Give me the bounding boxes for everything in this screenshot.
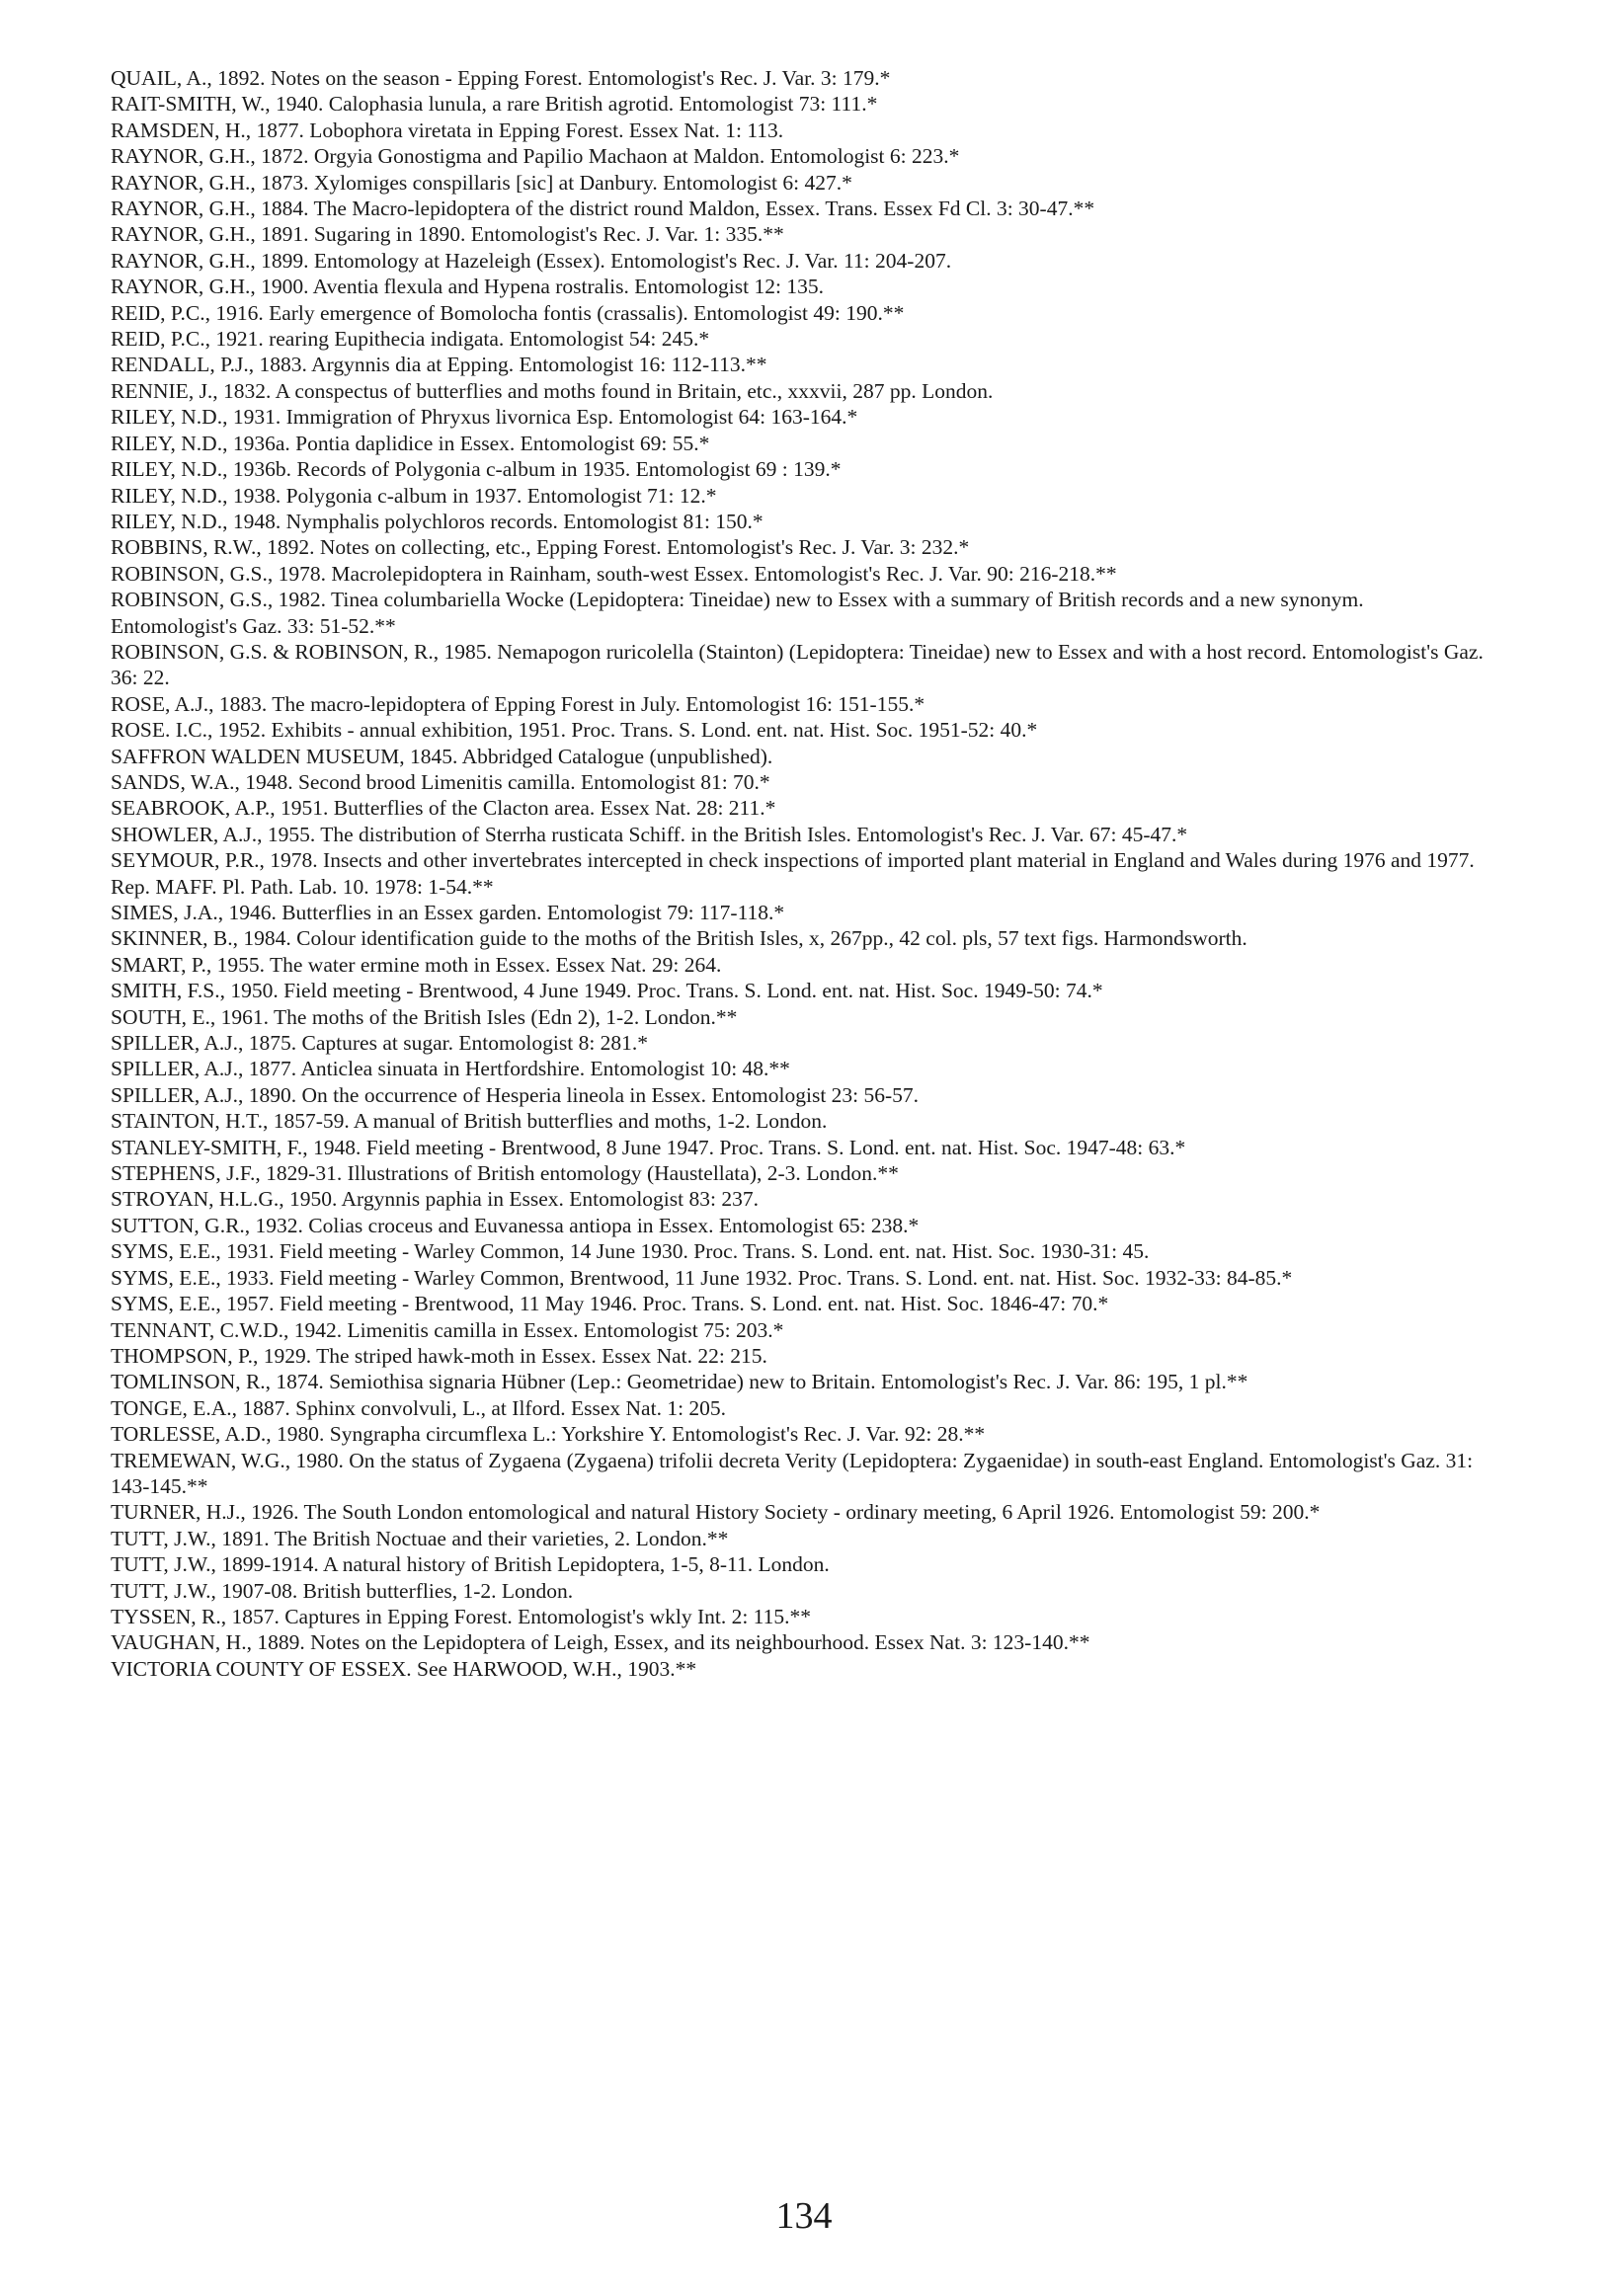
reference-entry: TORLESSE, A.D., 1980. Syngrapha circumflexa L.: Yorkshire Y. Entomologist's Rec. J. Var. 92: 28.** bbox=[111, 1422, 986, 1447]
reference-entry: RILEY, N.D., 1931. Immigration of Phryxus livornica Esp. Entomologist 64: 163-164.* bbox=[111, 405, 858, 430]
reference-entry: SPILLER, A.J., 1875. Captures at sugar. Entomologist 8: 281.* bbox=[111, 1031, 649, 1056]
reference-entry: SHOWLER, A.J., 1955. The distribution of Sterrha rusticata Schiff. in the British Isles. Entomologist's Rec. J. Var. 67: 45-47.* bbox=[111, 822, 1188, 846]
reference-entry: SMITH, F.S., 1950. Field meeting - Brentwood, 4 June 1949. Proc. Trans. S. Lond. ent. nat. Hist. Soc. 1949-50: 74.* bbox=[111, 979, 1103, 1003]
reference-entry: SYMS, E.E., 1957. Field meeting - Brentwood, 11 May 1946. Proc. Trans. S. Lond. ent. nat. Hist. Soc. 1846-47: 70.* bbox=[111, 1292, 1109, 1316]
reference-entry: SYMS, E.E., 1931. Field meeting - Warley Common, 14 June 1930. Proc. Trans. S. Lond. ent. nat. Hist. Soc. 1930-31: 45. bbox=[111, 1239, 1150, 1264]
reference-entry: SANDS, W.A., 1948. Second brood Limenitis camilla. Entomologist 81: 70.* bbox=[111, 769, 770, 794]
reference-entry: TREMEWAN, W.G., 1980. On the status of Zygaena (Zygaena) trifolii decreta Verity (Lepidoptera: Zygaenidae) in south-east England. Entomologist's Gaz. 31: 143-145.** bbox=[111, 1448, 1474, 1498]
reference-entry: SOUTH, E., 1961. The moths of the British Isles (Edn 2), 1-2. London.** bbox=[111, 1004, 738, 1029]
reference-entry: VAUGHAN, H., 1889. Notes on the Lepidoptera of Leigh, Essex, and its neighbourhood. Essex Nat. 3: 123-140.** bbox=[111, 1630, 1090, 1655]
reference-entry: RAYNOR, G.H., 1899. Entomology at Hazeleigh (Essex). Entomologist's Rec. J. Var. 11: 204-207. bbox=[111, 248, 952, 273]
reference-entry: RAYNOR, G.H., 1900. Aventia flexula and Hypena rostralis. Entomologist 12: 135. bbox=[111, 275, 824, 299]
reference-entry: RILEY, N.D., 1936a. Pontia daplidice in Essex. Entomologist 69: 55.* bbox=[111, 431, 710, 455]
reference-entry: RAYNOR, G.H., 1884. The Macro-lepidoptera of the district round Maldon, Essex. Trans. Essex Fd Cl. 3: 30-47.** bbox=[111, 197, 1095, 221]
reference-list bbox=[111, 65, 1491, 1682]
reference-entry: RENNIE, J., 1832. A conspectus of butterflies and moths found in Britain, etc., xxxvii, 287 pp. London. bbox=[111, 378, 994, 403]
reference-entry: ROBINSON, G.S., 1982. Tinea columbariella Wocke (Lepidoptera: Tineidae) new to Essex with a summary of British records and a new synonym. Entomologist's Gaz. 33: 51-52.** bbox=[111, 588, 1364, 638]
reference-entry: SPILLER, A.J., 1877. Anticlea sinuata in Hertfordshire. Entomologist 10: 48.** bbox=[111, 1057, 790, 1081]
reference-entry: TONGE, E.A., 1887. Sphinx convolvuli, L., at Ilford. Essex Nat. 1: 205. bbox=[111, 1395, 727, 1420]
reference-entry: ROSE, A.J., 1883. The macro-lepidoptera of Epping Forest in July. Entomologist 16: 151-155.* bbox=[111, 691, 925, 716]
reference-entry: SMART, P., 1955. The water ermine moth in Essex. Essex Nat. 29: 264. bbox=[111, 952, 722, 977]
reference-entry: ROSE. I.C., 1952. Exhibits - annual exhibition, 1951. Proc. Trans. S. Lond. ent. nat. Hist. Soc. 1951-52: 40.* bbox=[111, 718, 1038, 743]
reference-entry: TUTT, J.W., 1907-08. British butterflies, 1-2. London. bbox=[111, 1578, 574, 1603]
reference-entry: RILEY, N.D., 1938. Polygonia c-album in 1937. Entomologist 71: 12.* bbox=[111, 483, 717, 508]
reference-entry: REID, P.C., 1921. rearing Eupithecia indigata. Entomologist 54: 245.* bbox=[111, 327, 710, 352]
reference-entry: SIMES, J.A., 1946. Butterflies in an Essex garden. Entomologist 79: 117-118.* bbox=[111, 901, 785, 924]
reference-entry: STAINTON, H.T., 1857-59. A manual of British butterflies and moths, 1-2. London. bbox=[111, 1109, 828, 1134]
reference-entry: THOMPSON, P., 1929. The striped hawk-moth in Essex. Essex Nat. 22: 215. bbox=[111, 1343, 767, 1368]
page-number: 134 bbox=[775, 2195, 833, 2237]
reference-entry: VICTORIA COUNTY OF ESSEX. See HARWOOD, W.H., 1903.** bbox=[111, 1656, 697, 1681]
reference-entry: RAYNOR, G.H., 1891. Sugaring in 1890. Entomologist's Rec. J. Var. 1: 335.** bbox=[111, 222, 784, 247]
reference-entry: ROBINSON, G.S., 1978. Macrolepidoptera in Rainham, south-west Essex. Entomologist's Rec. J. Var. 90: 216-218.** bbox=[111, 561, 1117, 586]
reference-entry: TOMLINSON, R., 1874. Semiothisa signaria Hübner (Lep.: Geometridae) new to Britain. Entomologist's Rec. J. Var. 86: 195, 1 pl.** bbox=[111, 1370, 1248, 1394]
reference-entry: RILEY, N.D., 1936b. Records of Polygonia c-album in 1935. Entomologist 69 : 139.* bbox=[111, 457, 842, 482]
reference-entry: RENDALL, P.J., 1883. Argynnis dia at Epping. Entomologist 16: 112-113.** bbox=[111, 353, 767, 377]
reference-entry: SAFFRON WALDEN MUSEUM, 1845. Abbridged Catalogue (unpublished). bbox=[111, 744, 773, 768]
reference-entry: RAIT-SMITH, W., 1940. Calophasia lunula, a rare British agrotid. Entomologist 73: 111.* bbox=[111, 92, 878, 117]
reference-entry: SYMS, E.E., 1933. Field meeting - Warley Common, Brentwood, 11 June 1932. Proc. Trans. S. Lond. ent. nat. Hist. Soc. 1932-33: 84-85.* bbox=[111, 1265, 1293, 1290]
reference-entry: QUAIL, A., 1892. Notes on the season - Epping Forest. Entomologist's Rec. J. Var. 3: 179.* bbox=[111, 66, 891, 90]
reference-entry: ROBINSON, G.S. & ROBINSON, R., 1985. Nemapogon ruricolella (Stainton) (Lepidoptera: Tineidae) new to Essex and with a host record. Entomologist's Gaz. 36: 22. bbox=[111, 639, 1484, 690]
reference-entry: RAYNOR, G.H., 1873. Xylomiges conspillaris [sic] at Danbury. Entomologist 6: 427.* bbox=[111, 170, 852, 195]
reference-entry: TUTT, J.W., 1891. The British Noctuae and their varieties, 2. London.** bbox=[111, 1526, 729, 1550]
reference-entry: SEABROOK, A.P., 1951. Butterflies of the Clacton area. Essex Nat. 28: 211.* bbox=[111, 796, 776, 821]
reference-entry: REID, P.C., 1916. Early emergence of Bomolocha fontis (crassalis). Entomologist 49: 190.** bbox=[111, 300, 905, 325]
reference-entry: TYSSEN, R., 1857. Captures in Epping Forest. Entomologist's wkly Int. 2: 115.** bbox=[111, 1604, 811, 1628]
reference-entry: STEPHENS, J.F., 1829-31. Illustrations of British entomology (Haustellata), 2-3. London.** bbox=[111, 1161, 899, 1186]
reference-entry: SKINNER, B., 1984. Colour identification guide to the moths of the British Isles, x, 267pp., 42 col. pls, 57 text figs. Harmondsworth. bbox=[111, 926, 1247, 951]
reference-entry: STROYAN, H.L.G., 1950. Argynnis paphia in Essex. Entomologist 83: 237. bbox=[111, 1187, 759, 1212]
reference-entry: STANLEY-SMITH, F., 1948. Field meeting - Brentwood, 8 June 1947. Proc. Trans. S. Lond. ent. nat. Hist. Soc. 1947-48: 63.* bbox=[111, 1135, 1186, 1159]
reference-entry: TURNER, H.J., 1926. The South London entomological and natural History Society - ordinary meeting, 6 April 1926. Entomologist 59: 200.* bbox=[111, 1500, 1321, 1525]
reference-entry: SUTTON, G.R., 1932. Colias croceus and Euvanessa antiopa in Essex. Entomologist 65: 238.* bbox=[111, 1213, 920, 1237]
reference-entry: SEYMOUR, P.R., 1978. Insects and other invertebrates intercepted in check inspections of imported plant material in England and Wales during 1976 and 1977. Rep. MAFF. Pl. Path. Lab. 10. 1978: 1-54.** bbox=[111, 848, 1475, 899]
reference-entry: RILEY, N.D., 1948. Nymphalis polychloros records. Entomologist 81: 150.* bbox=[111, 509, 764, 533]
reference-entry: RAYNOR, G.H., 1872. Orgyia Gonostigma and Papilio Machaon at Maldon. Entomologist 6: 223.* bbox=[111, 144, 960, 169]
reference-entry: TUTT, J.W., 1899-1914. A natural history of British Lepidoptera, 1-5, 8-11. London. bbox=[111, 1552, 830, 1577]
reference-entry: SPILLER, A.J., 1890. On the occurrence of Hesperia lineola in Essex. Entomologist 23: 56-57. bbox=[111, 1082, 920, 1107]
reference-entry: RAMSDEN, H., 1877. Lobophora viretata in Epping Forest. Essex Nat. 1: 113. bbox=[111, 118, 784, 142]
reference-entry: ROBBINS, R.W., 1892. Notes on collecting, etc., Epping Forest. Entomologist's Rec. J. Var. 3: 232.* bbox=[111, 535, 970, 560]
reference-entry: TENNANT, C.W.D., 1942. Limenitis camilla in Essex. Entomologist 75: 203.* bbox=[111, 1317, 784, 1342]
